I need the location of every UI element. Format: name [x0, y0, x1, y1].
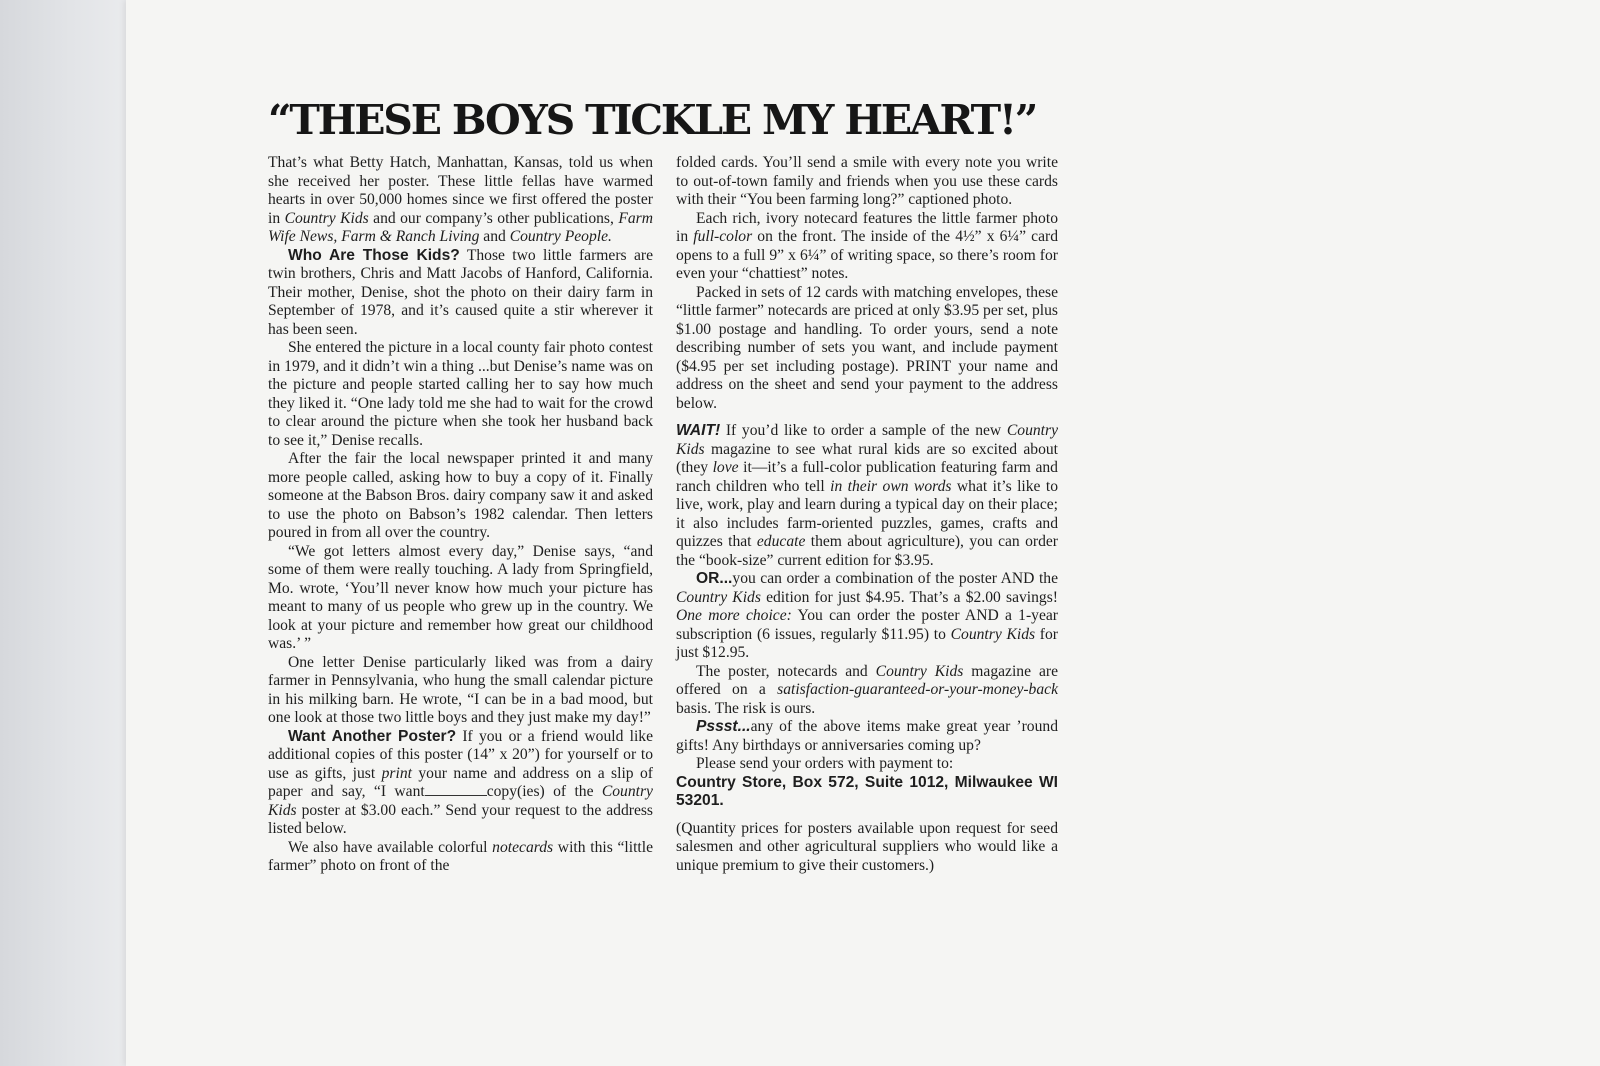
paragraph-who-are-those-kids: Who Are Those Kids? Those two little farmers are twin brothers, Chris and Matt Jacobs of Hanford, California. Their mother, Denise, shot the photo on their dairy farm in September of 1978, and it’s caused quite a stir wherever it has been seen. [268, 246, 653, 338]
paragraph-county-fair: She entered the picture in a local county fair photo contest in 1979, and it didn’t win a thing ...but Denise’s name was on the picture and people started calling her to say how much they liked it. “One lady told me she had to wait for the crowd to clear around the picture when she took her husband back to see it,” Denise recalls. [268, 339, 653, 449]
paragraph-pssst: Pssst...any of the above items make great year ’round gifts! Any birthdays or anniversaries coming up? [676, 718, 1058, 754]
paragraph-notecards-intro: We also have available colorful notecards with this “little farmer” photo on front of the [268, 838, 653, 874]
paragraph-wait: WAIT! If you’d like to order a sample of the new Country Kids magazine to see what rural kids are so excited about (they love it—it’s a full-color publication featuring farm and ranch children who tell in their own words what it’s like to live, work, play and learn during a typical day on their place; it also includes farm-oriented puzzles, games, crafts and quizzes that educate them about agriculture), you can order the “book-size” current edition for $3.95. [676, 422, 1059, 569]
paragraph-letters: “We got letters almost every day,” Denise says, “and some of them were really touching. A lady from Springfield, Mo. wrote, ‘You’ll never know how much your picture has meant to many of us people who grew up in the country. We look at your picture and remember how great our childhood was.’ ” [268, 542, 653, 652]
paragraph-or-combination: OR...you can order a combination of the poster AND the Country Kids edition for just $4.95. That’s a $2.00 savings! One more choice: You can order the poster AND a 1-year subscription (6 issues, regularly $11.95) to Country Kids for just $12.95. [676, 570, 1058, 661]
article-column-right [676, 154, 1058, 875]
paragraph-folded-cards: folded cards. You’ll send a smile with every note you write to out-of-town family and friends when you use these cards with their “You been farming long?” captioned photo. [676, 154, 1058, 208]
fill-in-blank-line [425, 783, 487, 796]
paragraph-quantity-prices: (Quantity prices for posters available upon request for seed salesmen and other agricultural suppliers who would like a unique premium to give their customers.) [676, 819, 1058, 874]
subhead-pssst: Pssst... [696, 718, 751, 735]
subhead-who-are-those-kids: Who Are Those Kids? [288, 246, 460, 264]
paragraph-intro: That’s what Betty Hatch, Manhattan, Kansas, told us when she received her poster. These little fellas have warmed hearts in over 50,000 homes since we first offered the poster in Country Kids and our company’s other publications, Farm Wife News, Farm & Ranch Living and Country People. [268, 154, 653, 245]
subhead-wait: WAIT! [676, 422, 721, 439]
paragraph-pricing: Packed in sets of 12 cards with matching envelopes, these “little farmer” notecards are priced at only $3.95 per set, plus $1.00 postage and handling. To order yours, send a note describing number of sets you want, and include payment ($4.95 per set including postage). PRINT your name and address on the sheet and send your payment to the address below. [676, 283, 1058, 412]
paragraph-ivory-notecard: Each rich, ivory notecard features the little farmer photo in full-color on the front. The inside of the 4½” x 6¼” card opens to a full 9” x 6¼” of writing space, so there’s room for even your “chattiest” notes. [676, 209, 1058, 282]
subhead-want-another-poster: Want Another Poster? [288, 727, 457, 745]
article-column-left [268, 154, 653, 876]
paragraph-send-orders: Please send your orders with payment to: [696, 755, 954, 772]
headline: “THESE BOYS TICKLE MY HEART!” [268, 96, 1037, 144]
adjacent-page-edge [0, 0, 128, 1066]
mailing-address: Country Store, Box 572, Suite 1012, Milwaukee WI 53201. [676, 773, 1058, 809]
paragraph-guarantee: The poster, notecards and Country Kids magazine are offered on a satisfaction-guaranteed-or-your-money-back basis. The risk is ours. [676, 662, 1058, 717]
subhead-or: OR... [696, 570, 733, 587]
paragraph-newspaper: After the fair the local newspaper printed it and many more people called, asking how to buy a copy of it. Finally someone at the Babson Bros. dairy company saw it and asked to use the photo on Babson’s 1982 calendar. Then letters poured in from all over the country. [268, 450, 653, 541]
paragraph-want-another-poster: Want Another Poster? If you or a friend would like additional copies of this poster (14” x 20”) for yourself or to use as gifts, just print your name and address on a slip of paper and say, “I want copy(ies) of the Country Kids poster at $3.00 each.” Send your request to the address listed below. [268, 727, 653, 837]
paragraph-dairy-farmer-letter: One letter Denise particularly liked was from a dairy farmer in Pennsylvania, who hung the small calendar picture in his milking barn. He wrote, “I can be in a bad mood, but one look at those two little boys and they just make my day!” [268, 653, 653, 726]
